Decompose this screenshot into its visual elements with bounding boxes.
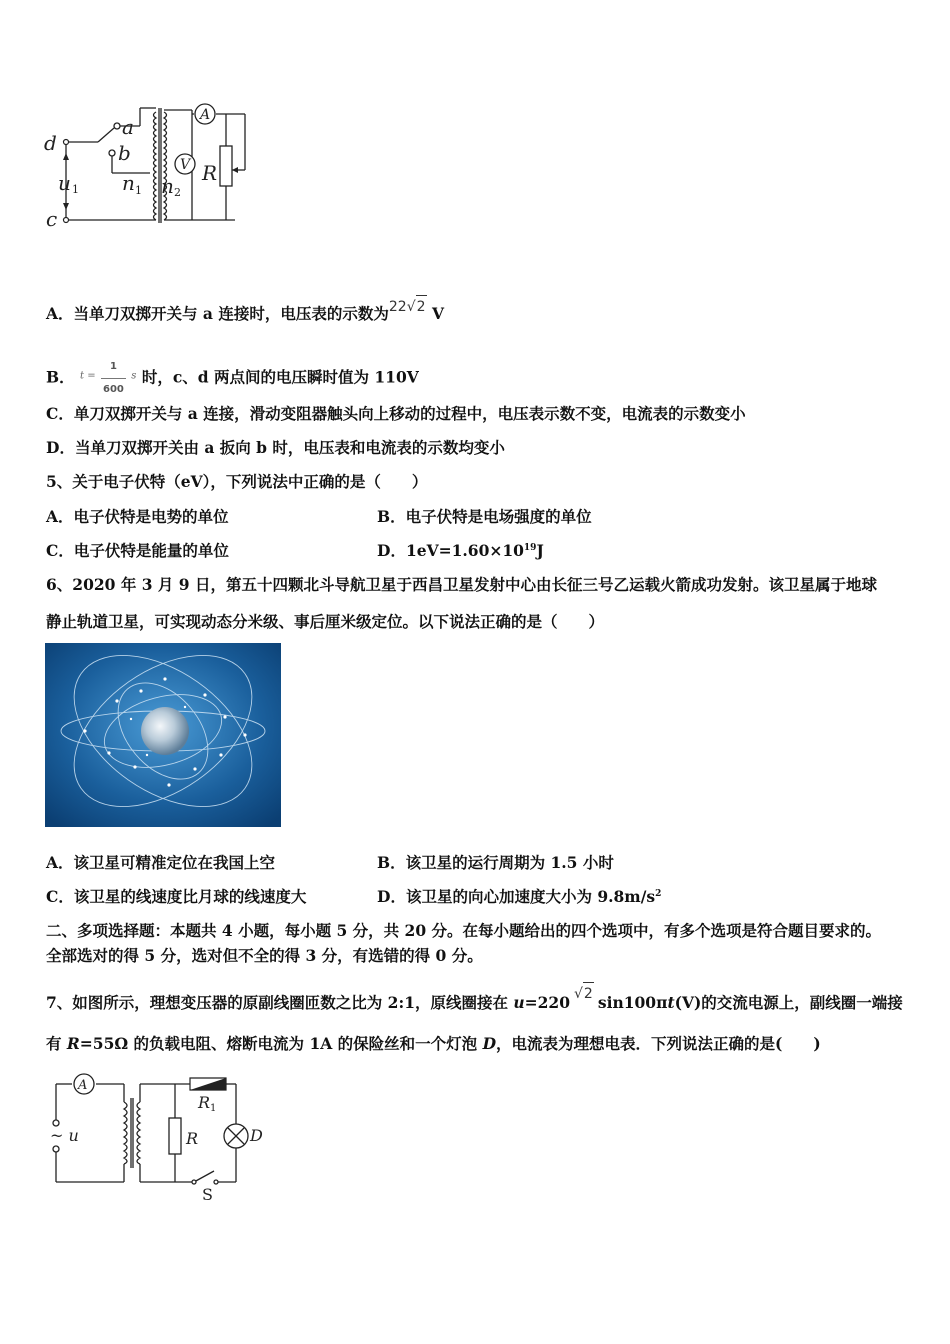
label-switch-S: S xyxy=(202,1185,213,1204)
label-R: R xyxy=(202,161,218,185)
voltmeter-symbol-V: V xyxy=(179,157,191,173)
label-a: a xyxy=(122,115,134,139)
q6-option-b: B．该卫星的运行周期为 1.5 小时 xyxy=(377,853,614,872)
q5-option-b: B．电子伏特是电场强度的单位 xyxy=(377,507,592,526)
q7-stem-end: (V)的交流电源上，副线圈一端接 xyxy=(674,993,903,1012)
q6-option-d-exponent: 2 xyxy=(655,888,662,899)
fraction-t: t = xyxy=(80,370,96,382)
q7-line2-end: ，电流表为理想电表．下列说法正确的是( ) xyxy=(496,1034,821,1053)
section2-line1: 二、多项选择题：本题共 4 小题，每小题 5 分，共 20 分。在每小题给出的四个选项中，有多个选项是符合题目要求的。 xyxy=(46,921,882,940)
label-d: d xyxy=(44,131,57,155)
q6-option-a: A．该卫星可精准定位在我国上空 xyxy=(46,853,276,872)
q7-var-D: D xyxy=(482,1034,497,1053)
fraction-den: 600 xyxy=(103,384,124,395)
q4-option-a-text: A．当单刀双掷开关与 a 连接时，电压表的示数为 xyxy=(46,304,389,323)
label-R1-sub: 1 xyxy=(210,1103,217,1114)
fraction-num: 1 xyxy=(101,356,126,379)
q4-option-b-letter: B． xyxy=(46,367,75,387)
q5-option-a: A．电子伏特是电势的单位 xyxy=(46,507,229,526)
sqrt-radicand: 2 xyxy=(416,295,427,318)
sqrt-2-expression: √2 xyxy=(574,982,594,1005)
q4-option-c: C．单刀双掷开关与 a 连接，滑动变阻器触头向上移动的过程中，电压表示数不变，电流表的示数变小 xyxy=(46,404,746,423)
q4-option-a xyxy=(46,295,444,325)
q7-line2-mid: =55Ω 的负载电阻、熔断电流为 1A 的保险丝和一个灯泡 xyxy=(79,1034,483,1053)
section2-line2: 全部选对的得 5 分，选对但不全的得 3 分，有选错的得 0 分。 xyxy=(46,946,483,965)
q7-stem-line2 xyxy=(46,1033,821,1055)
q4-option-b-text: 时，c、d 两点间的电压瞬时值为 110V xyxy=(136,367,419,387)
sqrt-expression: 22√2 xyxy=(389,295,427,318)
q6-option-d xyxy=(377,886,661,908)
label-ammeter-A: A xyxy=(78,1078,88,1093)
q7-var-t: t xyxy=(667,993,675,1012)
q5-option-d-unit: J xyxy=(536,541,544,560)
q7-line2-pre: 有 xyxy=(46,1034,67,1053)
label-n1-sub: 1 xyxy=(135,184,142,197)
q5-option-d-text: D．1eV=1.60×10 xyxy=(377,541,524,560)
label-n1: n xyxy=(122,171,135,195)
transformer-circuit-figure xyxy=(40,98,255,228)
label-resistor-R: R xyxy=(186,1129,199,1148)
q7-sin: sin100π xyxy=(597,993,668,1012)
q6-option-d-text: D．该卫星的向心加速度大小为 9.8m/s xyxy=(377,887,656,906)
label-R1: R xyxy=(198,1093,211,1112)
q6-option-c: C．该卫星的线速度比月球的线速度大 xyxy=(46,887,307,906)
q7-eq: =220 xyxy=(524,993,570,1012)
fraction-unit: s xyxy=(131,370,137,382)
sqrt-coef: 22 xyxy=(388,299,407,315)
q7-stem-line1 xyxy=(46,982,903,1014)
label-lamp-D: D xyxy=(250,1126,263,1145)
label-b: b xyxy=(118,141,131,165)
label-source-u: ~ u xyxy=(50,1126,79,1145)
transformer-lamp-circuit-figure xyxy=(44,1068,274,1204)
label-n2-sub: 2 xyxy=(174,186,181,199)
q7-var-u: u xyxy=(513,993,525,1012)
q4-option-a-unit: V xyxy=(426,304,444,323)
label-n2: n xyxy=(161,174,174,198)
satellite-orbit-image xyxy=(45,643,281,827)
q7-var-R: R xyxy=(66,1034,80,1053)
q4-option-d: D．当单刀双掷开关由 a 扳向 b 时，电压表和电流表的示数均变小 xyxy=(46,438,505,457)
fraction-1-600 xyxy=(101,356,126,401)
q5-option-d-exponent: 19 xyxy=(523,542,537,553)
ammeter-symbol-A: A xyxy=(199,107,211,123)
label-c: c xyxy=(46,207,58,228)
q5-option-c: C．电子伏特是能量的单位 xyxy=(46,541,229,560)
q5-option-d xyxy=(377,540,544,562)
sqrt-2-radicand: 2 xyxy=(583,982,594,1005)
q6-stem-line2: 静止轨道卫星，可实现动态分米级、事后厘米级定位。以下说法正确的是（ ） xyxy=(46,612,605,631)
q4-option-b xyxy=(46,356,419,401)
label-u1-sub: 1 xyxy=(72,183,79,196)
q7-stem-text: 7、如图所示，理想变压器的原副线圈匝数之比为 2:1，原线圈接在 xyxy=(46,993,514,1012)
q5-stem: 5、关于电子伏特（eV），下列说法中正确的是（ ） xyxy=(46,472,428,491)
q6-stem-line1: 6、2020 年 3 月 9 日，第五十四颗北斗导航卫星于西昌卫星发射中心由长征三号乙运载火箭成功发射。该卫星属于地球 xyxy=(46,575,877,594)
label-u1: u xyxy=(58,171,71,195)
